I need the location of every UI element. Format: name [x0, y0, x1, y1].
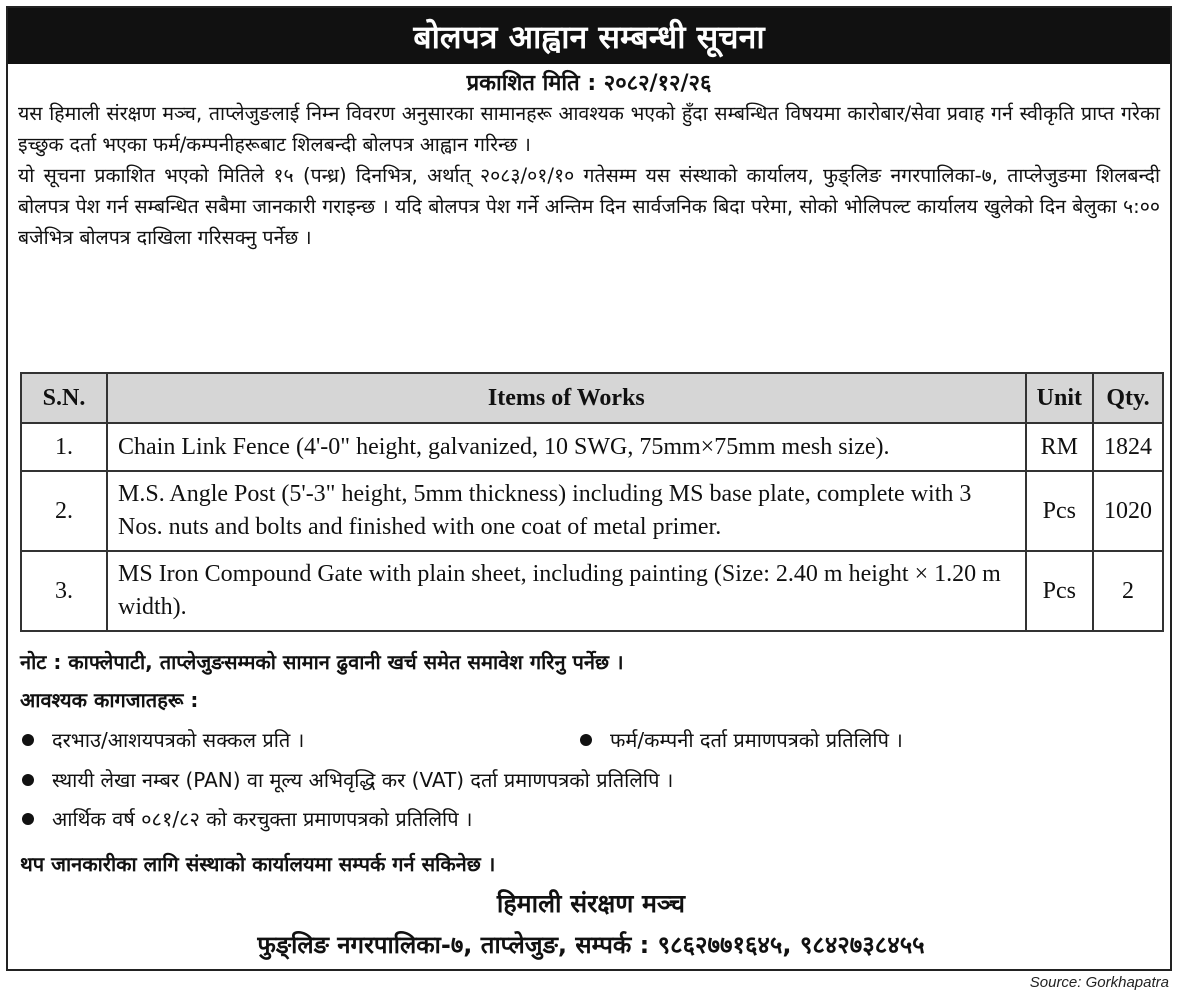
contact-line: थप जानकारीका लागि संस्थाको कार्यालयमा सम्पर्क गर्न सकिनेछ । [20, 852, 496, 876]
table-header-row [21, 373, 1163, 423]
row-sn: 2. [21, 471, 107, 551]
works-table [20, 372, 1164, 632]
organization-name: हिमाली संरक्षण मञ्च [496, 889, 686, 918]
row-sn: 1. [21, 423, 107, 471]
notice-title: बोलपत्र आह्वान सम्बन्धी सूचना [8, 8, 1170, 64]
row-qty: 1020 [1093, 471, 1163, 551]
col-unit: Unit [1026, 373, 1093, 423]
col-qty: Qty. [1093, 373, 1163, 423]
transport-note: नोट : काफ्लेपाटी, ताप्लेजुङसम्मको सामान ढुवानी खर्च समेत समावेश गरिनु पर्नेछ । [20, 650, 624, 674]
document-item [22, 766, 673, 793]
notice-frame [6, 6, 1172, 971]
document-item-text: आर्थिक वर्ष ०८१/८२ को करचुक्ता प्रमाणपत्रको प्रतिलिपि । [52, 807, 473, 831]
source-credit: Source: Gorkhapatra [1029, 974, 1169, 991]
col-sn: S.N. [21, 373, 107, 423]
col-item: Items of Works [107, 373, 1026, 423]
document-item-text: फर्म/कम्पनी दर्ता प्रमाणपत्रको प्रतिलिपि । [610, 728, 903, 752]
row-unit: Pcs [1026, 551, 1093, 631]
bullet-icon [22, 734, 34, 746]
bullet-icon [580, 734, 592, 746]
table-row [21, 423, 1163, 471]
row-qty: 2 [1093, 551, 1163, 631]
document-item [22, 726, 304, 753]
submission-paragraph: यो सूचना प्रकाशित भएको मितिले १५ (पन्ध्र) दिनभित्र, अर्थात् २०८३/०१/१० गतेसम्म यस संस्थाको कार्यालय, फुङ्लिङ नगरपालिका-७, ताप्लेजुङमा शिलबन्दी बोलपत्र पेश गर्न सम्बन्धित सबैमा जानकारी गराइन्छ । यदि बोलपत्र पेश गर्ने अन्तिम दिन सार्वजनिक बिदा परेमा, सोको भोलिपल्ट कार्यालय खुलेको दिन बेलुका ५:०० बजेभित्र बोलपत्र दाखिला गरिसक्नु पर्नेछ । [18, 164, 1160, 249]
row-unit: RM [1026, 423, 1093, 471]
table-row [21, 551, 1163, 631]
documents-title: आवश्यक कागजातहरू : [20, 688, 199, 712]
bullet-icon [22, 813, 34, 825]
row-unit: Pcs [1026, 471, 1093, 551]
document-item [580, 726, 903, 753]
row-qty: 1824 [1093, 423, 1163, 471]
bullet-icon [22, 774, 34, 786]
organization-address: फुङ्लिङ नगरपालिका-७, ताप्लेजुङ, सम्पर्क : ९८६२७७१६४५, ९८४२७३८४५५ [257, 931, 925, 959]
row-item: Chain Link Fence (4'-0" height, galvanized, 10 SWG, 75mm×75mm mesh size). [107, 423, 1026, 471]
document-item [22, 805, 473, 832]
table-row [21, 471, 1163, 551]
row-sn: 3. [21, 551, 107, 631]
row-item: MS Iron Compound Gate with plain sheet, including painting (Size: 2.40 m height × 1.20 m width). [107, 551, 1026, 631]
row-item: M.S. Angle Post (5'-3" height, 5mm thickness) including MS base plate, complete with 3 Nos. nuts and bolts and finished with one coat of metal primer. [107, 471, 1026, 551]
published-date: प्रकाशित मिति : २०८२/१२/२६ [466, 71, 712, 96]
document-item-text: दरभाउ/आशयपत्रको सक्कल प्रति । [52, 728, 305, 752]
intro-paragraph: यस हिमाली संरक्षण मञ्च, ताप्लेजुङलाई निम्न विवरण अनुसारका सामानहरू आवश्यक भएको हुँदा सम्बन्धित विषयमा कारोबार/सेवा प्रवाह गर्न स्वीकृति प्राप्त गरेका इच्छुक दर्ता भएका फर्म/कम्पनीहरूबाट शिलबन्दी बोलपत्र आह्वान गरिन्छ । [18, 102, 1160, 156]
document-item-text: स्थायी लेखा नम्बर (PAN) वा मूल्य अभिवृद्धि कर (VAT) दर्ता प्रमाणपत्रको प्रतिलिपि । [52, 768, 674, 792]
